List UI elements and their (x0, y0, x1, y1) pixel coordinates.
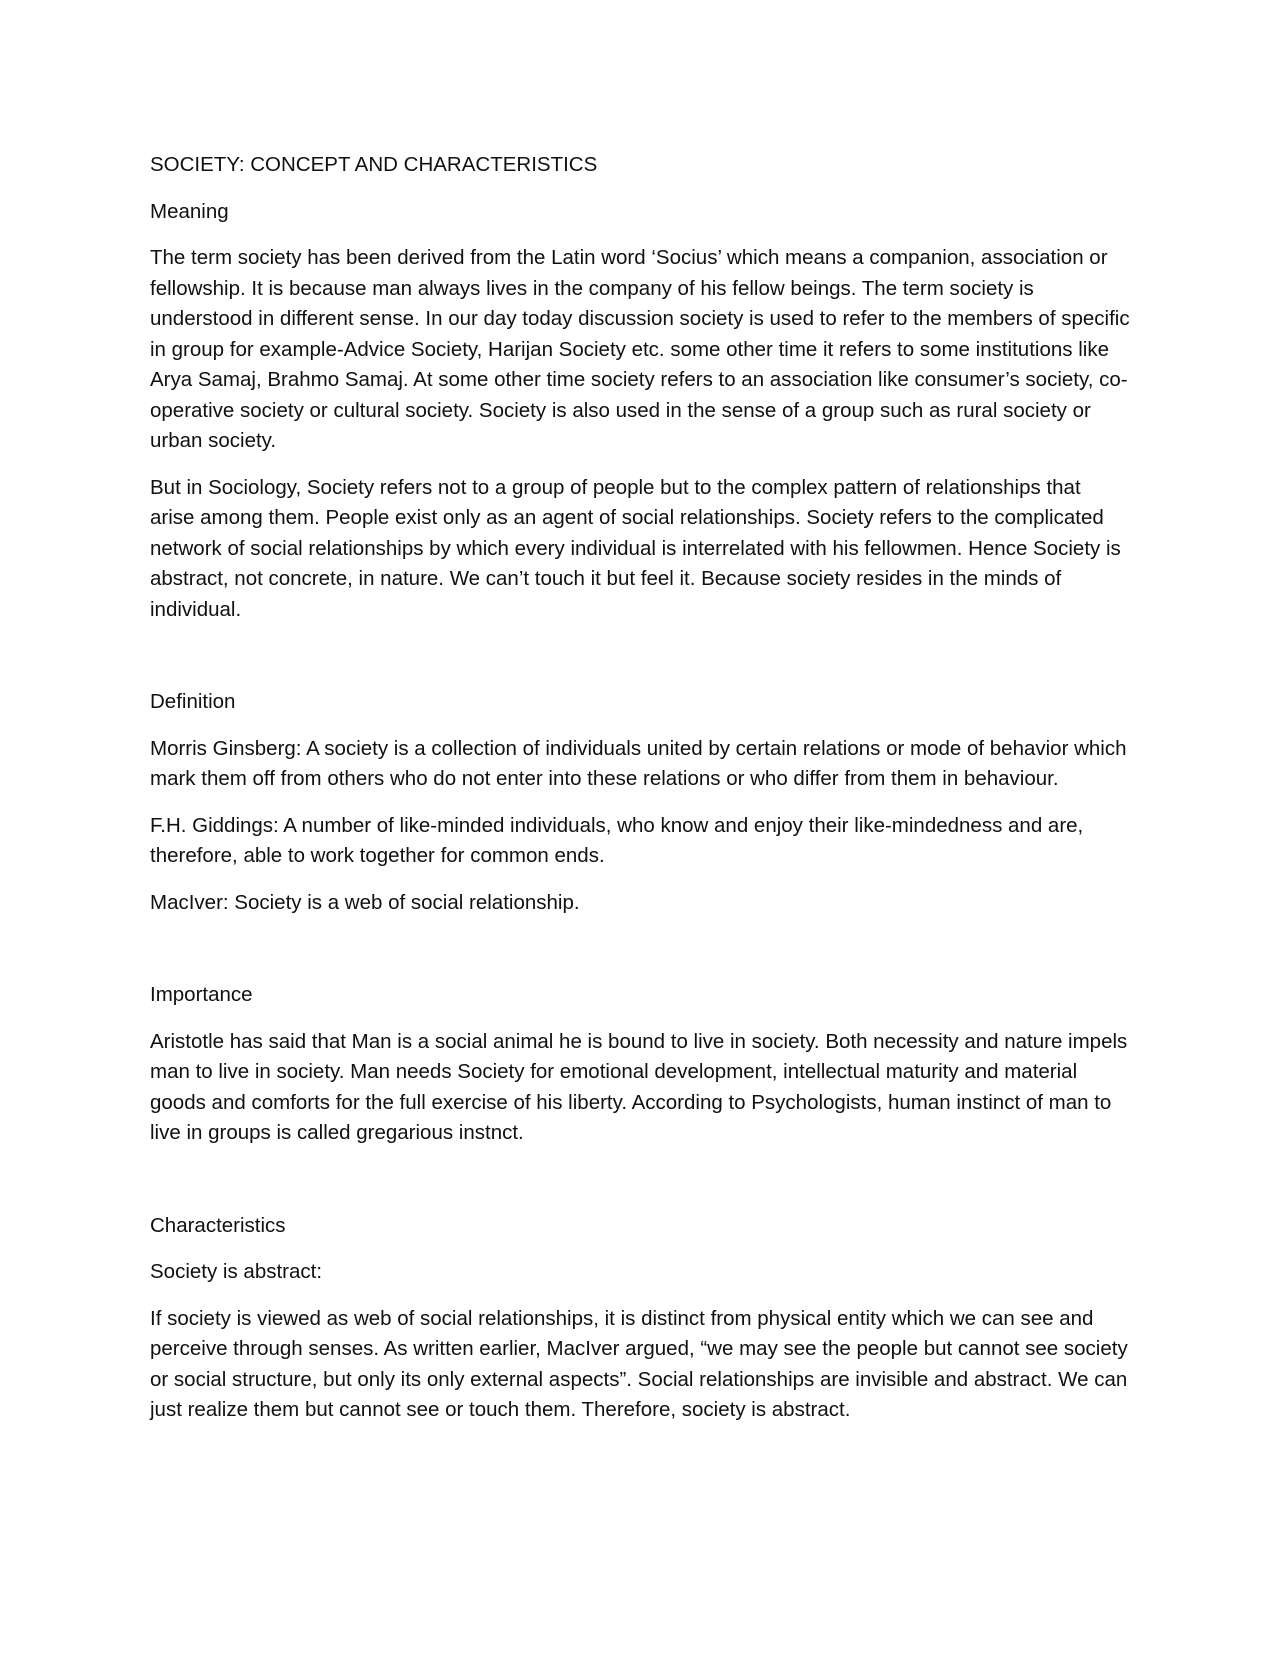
definition-giddings: F.H. Giddings: A number of like-minded individuals, who know and enjoy their like-mindedness and are, therefore, able to work together for common ends. (150, 813, 1084, 867)
section-heading-definition: Definition (150, 690, 236, 713)
definition-ginsberg: Morris Ginsberg: A society is a collection of individuals united by certain relations or mode of behavior which mark them off from others who do not enter into these relations or who differ from them in behaviour. (150, 736, 1127, 790)
section-heading-meaning: Meaning (150, 199, 229, 223)
subheading-society-abstract: Society is abstract: (150, 1260, 323, 1283)
meaning-paragraph-1: The term society has been derived from the Latin word ‘Socius’ which means a companion, association or fellowship. It is because man always lives in the company of his fellow beings. The term society is understood in different sense. In our day today discussion society is used to refer to the members of specific in group for example-Advice Society, Harijan Society etc. some other time it refers to some institutions like Arya Samaj, Brahmo Samaj. At some other time society refers to an association like consumer’s society, co-operative society or cultural society. Society is also used in the sense of a group such as rural society or urban society. (150, 246, 1130, 452)
section-heading-importance: Importance (150, 983, 253, 1006)
characteristics-paragraph: If society is viewed as web of social relationships, it is distinct from physical entity which we can see and perceive through senses. As written earlier, MacIver argued, “we may see the people but cannot see society or social structure, but only its only external aspects”. Social relationships are invisible and abstract. We can just realize them but cannot see or touch them. Therefore, society is abstract. (150, 1306, 1128, 1421)
section-spacer (150, 934, 1130, 980)
importance-paragraph: Aristotle has said that Man is a social animal he is bound to live in society. Both necessity and nature impels man to live in society. Man needs Society for emotional development, intellectual maturity and material goods and comforts for the full exercise of his liberty. According to Psychologists, human instinct of man to live in groups is called gregarious instnct. (150, 1029, 1128, 1144)
document-page (150, 150, 1130, 1442)
section-spacer (150, 641, 1130, 687)
definition-maciver: MacIver: Society is a web of social relationship. (150, 890, 580, 914)
section-heading-characteristics: Characteristics (150, 1213, 286, 1237)
document-title: SOCIETY: CONCEPT AND CHARACTERISTICS (150, 153, 598, 176)
meaning-paragraph-2: But in Sociology, Society refers not to a group of people but to the complex pattern of relationships that arise among them. People exist only as an agent of social relationships. Society refers to the complicated network of social relationships by which every individual is interrelated with his fellowmen. Hence Society is abstract, not concrete, in nature. We can’t touch it but feel it. Because society resides in the minds of individual. (150, 475, 1121, 621)
section-spacer (150, 1165, 1130, 1211)
